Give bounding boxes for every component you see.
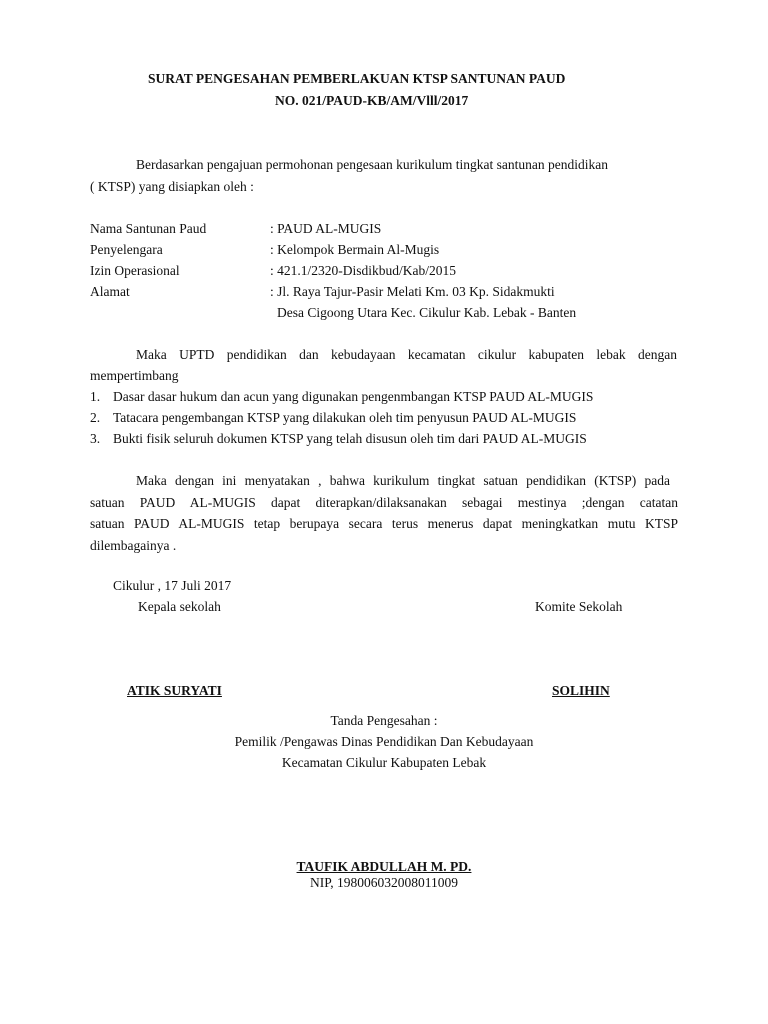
list-item-2-text: Tatacara pengembangan KTSP yang dilakukan oleh tim penyusun PAUD AL-MUGIS — [113, 410, 577, 425]
detail-value-alamat: : Jl. Raya Tajur-Pasir Melati Km. 03 Kp. Sidakmukti — [270, 284, 555, 299]
approver-name: TAUFIK ABDULLAH M. PD. — [296, 859, 472, 874]
statement-line-3: satuan PAUD AL-MUGIS tetap berupaya secara terus menerus dapat meningkatkan mutu KTSP — [90, 516, 678, 531]
signer-left-name: ATIK SURYATI — [127, 683, 222, 698]
detail-label-alamat: Alamat — [90, 284, 130, 299]
place-date: Cikulur , 17 Juli 2017 — [113, 578, 232, 593]
detail-label-penyelenggara: Penyelengara — [90, 242, 163, 257]
intro-line-1: Berdasarkan pengajuan permohonan pengesaan kurikulum tingkat santunan pendidikan — [136, 157, 608, 172]
approval-heading: Tanda Pengesahan : — [330, 713, 438, 728]
detail-label-nama: Nama Santunan Paud — [90, 221, 207, 236]
statement-line-4: dilembagainya . — [90, 538, 177, 553]
list-item-2-number: 2. — [90, 410, 101, 425]
document-number: NO. 021/PAUD-KB/AM/Vlll/2017 — [275, 93, 469, 108]
signer-right-name: SOLIHIN — [552, 683, 610, 698]
list-item-1-number: 1. — [90, 389, 101, 404]
detail-value-alamat-2: Desa Cigoong Utara Kec. Cikulur Kab. Lebak - Banten — [277, 305, 577, 320]
list-item-3-text: Bukti fisik seluruh dokumen KTSP yang telah disusun oleh tim dari PAUD AL-MUGIS — [113, 431, 587, 446]
detail-value-izin: : 421.1/2320-Disdikbud/Kab/2015 — [270, 263, 456, 278]
document-title: SURAT PENGESAHAN PEMBERLAKUAN KTSP SANTUNAN PAUD — [148, 71, 566, 86]
statement-line-1: Maka dengan ini menyatakan , bahwa kurikulum tingkat satuan pendidikan (KTSP) pada — [136, 473, 670, 488]
signer-left-title: Kepala sekolah — [138, 599, 221, 614]
signer-right-title: Komite Sekolah — [535, 599, 623, 614]
list-item-3-number: 3. — [90, 431, 101, 446]
consider-line-2: mempertimbang — [90, 368, 179, 383]
intro-line-2: ( KTSP) yang disiapkan oleh : — [90, 179, 254, 194]
detail-label-izin: Izin Operasional — [90, 263, 180, 278]
detail-value-nama: : PAUD AL-MUGIS — [270, 221, 382, 236]
detail-value-penyelenggara: : Kelompok Bermain Al-Mugis — [270, 242, 440, 257]
approval-office: Pemilik /Pengawas Dinas Pendidikan Dan Kebudayaan — [234, 734, 534, 749]
approver-nip: NIP, 198006032008011009 — [309, 875, 458, 890]
consider-line-1: Maka UPTD pendidikan dan kebudayaan kecamatan cikulur kabupaten lebak dengan — [136, 347, 677, 362]
approval-district: Kecamatan Cikulur Kabupaten Lebak — [281, 755, 487, 770]
list-item-1-text: Dasar dasar hukum dan acun yang digunakan pengenmbangan KTSP PAUD AL-MUGIS — [113, 389, 594, 404]
statement-line-2: satuan PAUD AL-MUGIS dapat diterapkan/dilaksanakan sebagai mestinya ;dengan catatan — [90, 495, 678, 510]
